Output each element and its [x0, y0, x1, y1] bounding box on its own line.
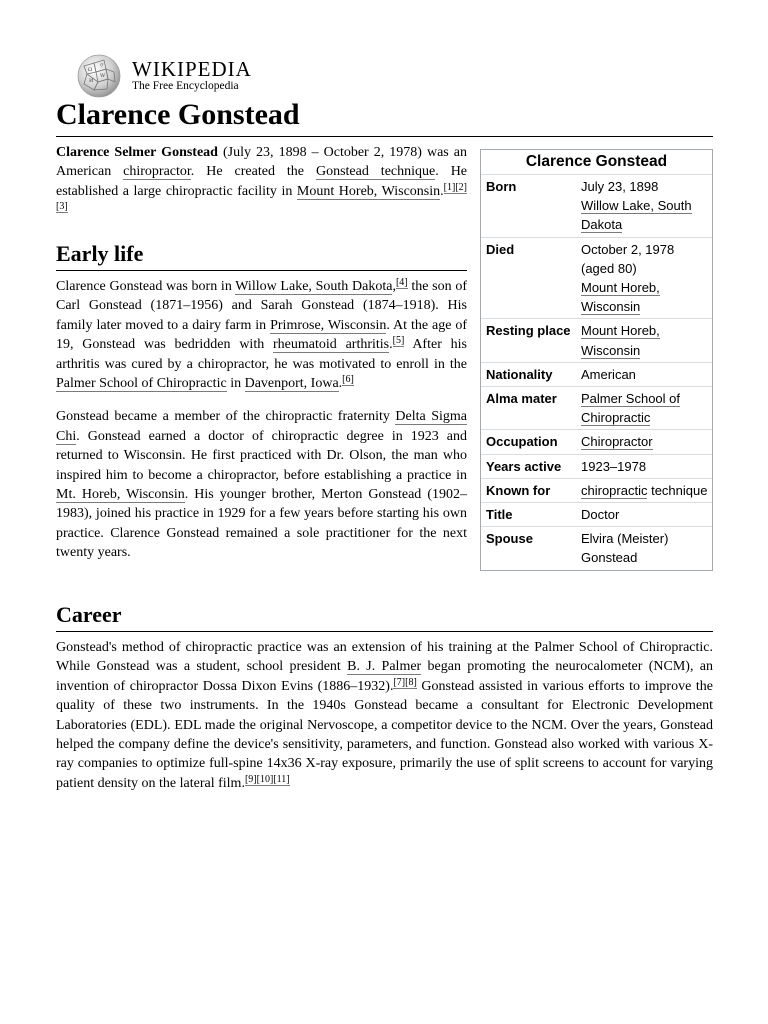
citation-2[interactable]: [2] [455, 181, 467, 193]
infobox-label: Born [486, 179, 517, 194]
citation-6[interactable]: [6] [342, 374, 354, 386]
svg-text:W: W [100, 73, 106, 79]
infobox-row-resting-place [481, 318, 712, 361]
link-primrose[interactable]: Primrose, Wisconsin [270, 317, 387, 333]
career-section [56, 601, 713, 793]
career-heading: Career [56, 601, 713, 632]
died-age: (aged 80) [581, 260, 637, 276]
svg-text:ウ: ウ [99, 63, 105, 69]
citation-group [393, 335, 405, 347]
died-date: October 2, 1978 [581, 241, 675, 257]
infobox-value [581, 321, 708, 359]
wikipedia-logo[interactable] [74, 52, 252, 98]
infobox-value: American [581, 366, 636, 382]
svg-text:И: И [89, 78, 94, 84]
citation-group [393, 677, 416, 689]
text: . [338, 376, 343, 392]
wikipedia-globe-icon [74, 52, 124, 98]
infobox-value [581, 240, 708, 317]
infobox-label: Died [486, 241, 515, 257]
infobox-label: Resting place [486, 323, 571, 339]
link-resting-place[interactable]: Mount Horeb, Wisconsin [581, 323, 660, 358]
early-life-heading: Early life [56, 240, 467, 271]
infobox-caption: Clarence Gonstead [525, 153, 668, 170]
text: Clarence Gonstead was born in [56, 279, 236, 294]
intro-paragraph [56, 143, 467, 221]
infobox-label: Spouse [486, 531, 533, 547]
citation-group [342, 374, 354, 386]
link-palmer-school[interactable]: Palmer School of Chiropractic [56, 376, 227, 392]
text: . Gonstead earned a doctor of chiropractic degree in 1923 and returned to Wisconsin. He first practiced with Dr. Olson, the man who inspired him to become a chiropractor, before establishing a practice in [56, 428, 467, 483]
page-title: Clarence Gonstead [56, 96, 713, 137]
link-willow-lake[interactable]: Willow Lake, South Dakota [235, 279, 393, 294]
wikipedia-tagline: The Free Encyclopedia [132, 79, 239, 92]
text: . His younger brother, Merton Gonstead (1902–1983), joined his practice in 1929 for a few years before starting his own practice. Clarence Gonstead remained a sole practitioner for the next twenty years. [56, 487, 467, 561]
link-occupation[interactable]: Chiropractor [581, 434, 653, 450]
link-died-place[interactable]: Mount Horeb, Wisconsin [581, 280, 660, 315]
citation-10[interactable]: [10] [256, 773, 274, 785]
intro-section [56, 143, 467, 221]
citation-7[interactable]: [7] [393, 676, 406, 688]
career-paragraph [56, 638, 713, 793]
link-gonstead-technique[interactable]: Gonstead technique [315, 164, 436, 180]
infobox-value [581, 177, 708, 235]
infobox-row-title [481, 502, 712, 526]
text: (July 23, 1898 – October 2, 1978) was an American [56, 145, 467, 180]
infobox-row-years-active [481, 454, 712, 478]
early-life-paragraph-1 [56, 277, 467, 393]
wikipedia-wordmark-text: WIKIPEDIA [132, 56, 252, 81]
born-date: July 23, 1898 [581, 179, 659, 194]
text: . [440, 183, 444, 199]
early-life-paragraph-2 [56, 407, 467, 562]
link-mt-horeb[interactable]: Mt. Horeb, Wisconsin [56, 487, 185, 503]
text: Gonstead became a member of the chiropractic fraternity [56, 409, 396, 425]
known-for-rest: technique [647, 482, 708, 498]
citation-1[interactable]: [1] [443, 181, 456, 193]
citation-8[interactable]: [8] [405, 676, 417, 688]
citation-5[interactable]: [5] [392, 335, 405, 347]
infobox-row-alma-mater [481, 386, 712, 429]
infobox-row-born [481, 174, 712, 237]
infobox-value: Doctor [581, 507, 620, 523]
infobox-row-spouse [481, 526, 712, 569]
wikipedia-wordmark [132, 58, 252, 93]
citation-11[interactable]: [11] [273, 773, 290, 785]
text: the son of Carl Gonstead (1871–1956) and Sarah Gonstead (1874–1918). His family later moved to a dairy farm in [56, 279, 467, 333]
infobox [480, 149, 713, 571]
infobox-row-nationality [481, 362, 712, 386]
subject-name: Clarence Selmer Gonstead [56, 145, 218, 160]
text: , [392, 279, 396, 294]
infobox-label: Nationality [486, 366, 553, 382]
link-known-for[interactable]: chiropractic [581, 482, 648, 498]
early-life-section [56, 240, 467, 563]
link-born-place[interactable]: Willow Lake, South Dakota [581, 198, 692, 233]
text: . [389, 337, 393, 353]
infobox-row-died [481, 237, 712, 319]
citation-9[interactable]: [9] [244, 773, 257, 785]
infobox-value [581, 389, 708, 427]
text: began promoting the neurocalometer (NCM), an invention of chiropractor Dossa Dixon Evins (1886–1932). [56, 659, 713, 694]
infobox-value: 1923–1978 [581, 458, 647, 474]
text: . He established a large chiropractic facility in [56, 164, 468, 199]
link-chiropractor[interactable]: chiropractor [123, 164, 191, 180]
infobox-value: Elvira (Meister) Gonstead [581, 531, 669, 566]
infobox-label: Alma mater [486, 391, 557, 407]
citation-4[interactable]: [4] [395, 277, 408, 288]
citation-group [396, 277, 408, 289]
infobox-value [581, 481, 708, 500]
text: After his arthritis was cured by a chiropractor, he was motivated to enroll in the [56, 337, 467, 372]
text: . At the age of 19, Gonstead was bedridden with [56, 317, 468, 353]
infobox-label: Years active [486, 458, 562, 474]
text: . He created the [190, 164, 316, 180]
link-delta-sigma-chi[interactable]: Delta Sigma Chi [56, 409, 467, 444]
citation-3[interactable]: [3] [56, 201, 68, 213]
citation-group [245, 774, 290, 786]
infobox-label: Title [486, 507, 513, 523]
text: in [226, 376, 245, 392]
infobox-label: Known for [486, 482, 551, 498]
link-davenport-iowa[interactable]: Davenport, Iowa [244, 376, 339, 392]
link-alma-mater[interactable]: Palmer School of Chiropractic [581, 391, 680, 426]
infobox-row-known-for [481, 478, 712, 502]
infobox-value [581, 432, 708, 451]
svg-text:Ω: Ω [88, 67, 93, 73]
text: Gonstead's method of chiropractic practice was an extension of his training at the Palmer School of Chiropractic. While Gonstead was a student, school president [56, 640, 713, 675]
text: Gonstead assisted in various efforts to improve the quality of these two instruments. In the 1940s Gonstead became a consultant for Electronic Development Laboratories (EDL). EDL made the original Nervoscope, a competitor device to the NCM. Over the years, Gonstead helped the company define the device's sensitivity, parameters, and function. Gonstead also worked with various X-ray companies to optimize full-spine 14x36 X-ray exposure, primarily the use of split screens to account for varying patient density on the lateral film. [56, 678, 714, 791]
infobox-row-occupation [481, 429, 712, 453]
infobox-label: Occupation [486, 434, 558, 450]
link-mount-horeb[interactable]: Mount Horeb, Wisconsin [296, 183, 441, 199]
link-rheumatoid-arthritis[interactable]: rheumatoid arthritis [273, 337, 390, 353]
link-bj-palmer[interactable]: B. J. Palmer [347, 659, 422, 675]
